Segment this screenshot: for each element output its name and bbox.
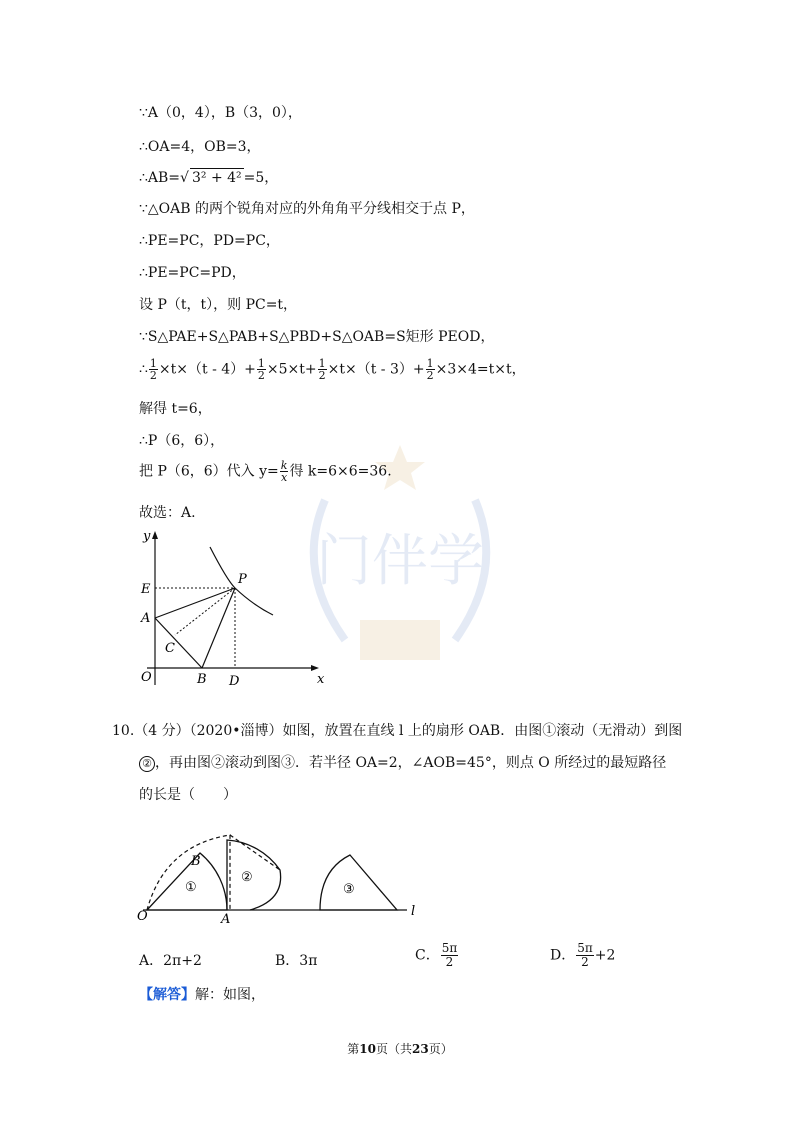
label-l: l xyxy=(411,904,416,919)
fraction-denominator: 2 xyxy=(318,369,326,382)
footer-page-number: 10 xyxy=(359,1042,376,1056)
equation-part-1: ×t×（t - 4）+ xyxy=(158,361,256,378)
fraction-numerator: k xyxy=(280,459,288,472)
option-c[interactable] xyxy=(415,942,459,969)
footer-mid: 页（共 xyxy=(375,1042,412,1056)
watermark-text: 门伴学 xyxy=(316,529,484,594)
segment-ap xyxy=(155,588,235,618)
fraction-denominator: 2 xyxy=(445,955,454,969)
answer-line xyxy=(139,986,265,1004)
label-d: D xyxy=(229,674,240,689)
fraction-denominator: 2 xyxy=(426,369,434,382)
label-x: x xyxy=(317,672,325,687)
label-b2: B xyxy=(191,854,201,869)
footer-prefix: 第 xyxy=(347,1042,360,1056)
solution-line-3-end: =5， xyxy=(243,170,279,186)
label-y: y xyxy=(143,529,151,544)
x-axis-arrow xyxy=(311,665,319,671)
option-b-value: 3π xyxy=(299,953,318,969)
solution-line-5: ∴PE=PC，PD=PC， xyxy=(139,233,280,249)
fraction-numerator: 1 xyxy=(426,357,434,370)
circled-2: ② xyxy=(139,756,155,772)
solution-line-3 xyxy=(139,168,278,187)
solution-line-4: ∵△OAB 的两个锐角对应的外角角平分线相交于点 P， xyxy=(139,201,475,217)
path-of-o xyxy=(147,835,230,910)
fraction-numerator: 1 xyxy=(257,357,265,370)
solution-line-7: 设 P（t，t），则 PC=t， xyxy=(139,297,298,313)
label-a2: A xyxy=(221,912,231,925)
solution-line-13: 故选：A. xyxy=(139,505,196,521)
equation-part-2: ×5×t+ xyxy=(266,361,317,378)
fraction-denominator: 2 xyxy=(581,955,589,969)
solution-line-10: 解得 t=6， xyxy=(139,401,212,417)
solution-line-1: ∵A（0，4），B（3，0）， xyxy=(139,105,302,121)
fraction-numerator: 1 xyxy=(318,357,326,370)
question-10-line-2 xyxy=(139,754,666,772)
option-b[interactable] xyxy=(275,950,317,970)
option-d[interactable] xyxy=(550,942,615,969)
segment-ab xyxy=(155,618,202,668)
solution-line-2: ∴OA=4，OB=3， xyxy=(139,139,261,155)
fraction-k-over-x xyxy=(280,460,289,483)
figure-rolling-sector xyxy=(135,825,425,925)
label-e: E xyxy=(141,582,151,597)
fraction-numerator: 1 xyxy=(149,357,157,370)
footer-total-pages: 23 xyxy=(412,1042,429,1056)
sector-2 xyxy=(227,840,281,910)
answer-tag: 【解答】 xyxy=(139,987,195,1003)
option-d-suffix: +2 xyxy=(594,947,616,964)
option-c-fraction xyxy=(441,942,459,969)
sqrt-content: 3² + 4² xyxy=(191,170,242,186)
option-a-value: 2π+2 xyxy=(163,953,202,969)
fraction-numerator: 5π xyxy=(441,941,458,955)
fraction-denominator: x xyxy=(281,471,288,484)
label-b: B xyxy=(197,672,207,687)
dashed-segment xyxy=(230,835,280,870)
label-circle-1: ① xyxy=(185,880,197,895)
fraction-denominator: 2 xyxy=(257,369,265,382)
sector-3 xyxy=(320,855,397,910)
solution-line-3-start: ∴AB= xyxy=(139,170,181,186)
figure-coordinate-diagram xyxy=(135,525,335,690)
option-d-fraction xyxy=(576,942,594,969)
answer-text: 解：如图， xyxy=(195,987,265,1003)
fraction-denominator: 2 xyxy=(149,369,157,382)
footer-suffix: 页） xyxy=(428,1042,453,1056)
label-p: P xyxy=(238,572,247,587)
label-c: C xyxy=(165,641,175,656)
label-circle-3: ③ xyxy=(343,882,355,897)
sqrt-sign: √ xyxy=(180,170,189,186)
label-o: O xyxy=(141,670,152,685)
solution-line-11: ∴P（6，6）， xyxy=(139,433,225,449)
fraction-numerator: 5π xyxy=(577,941,593,955)
equation-part-3: ×t×（t - 3）+ xyxy=(327,361,425,378)
result-text: 得 k=6×6=36. xyxy=(289,463,392,480)
equation-part-4: ×3×4=t×t， xyxy=(435,361,526,378)
page-footer xyxy=(0,1040,800,1057)
y-axis-arrow xyxy=(152,531,158,539)
label-a: A xyxy=(141,611,151,626)
option-c-label: C． xyxy=(415,947,440,964)
question-10-line-2-text: ，再由图②滚动到图③．若半径 OA=2，∠AOB=45°，则点 O 所经过的最短路径 xyxy=(155,755,667,771)
option-a[interactable] xyxy=(139,950,202,970)
segment-bp xyxy=(202,588,235,668)
dotted-line-pc xyxy=(175,588,235,635)
fraction-half-1 xyxy=(149,358,158,381)
option-b-label: B． xyxy=(275,953,300,969)
option-a-label: A． xyxy=(139,953,164,969)
option-d-label: D． xyxy=(550,947,576,964)
solution-line-8: ∵S△PAE+S△PAB+S△PBD+S△OAB=S矩形 PEOD， xyxy=(139,329,495,345)
fraction-half-3 xyxy=(318,358,327,381)
question-10-line-1: 10.（4 分）（2020•淄博）如图，放置在直线 l 上的扇形 OAB．由图①滚动（无滑动）到图 xyxy=(112,723,683,739)
label-circle-2: ② xyxy=(241,870,253,885)
label-o2: O xyxy=(137,909,148,924)
therefore-sign: ∴ xyxy=(139,361,148,378)
fraction-half-2 xyxy=(257,358,266,381)
solution-line-12 xyxy=(139,460,392,483)
solution-line-6: ∴PE=PC=PD， xyxy=(139,265,246,281)
substitute-text: 把 P（6，6）代入 y= xyxy=(139,463,279,480)
fraction-half-4 xyxy=(426,358,435,381)
question-10-line-3: 的长是（ ） xyxy=(139,787,237,803)
solution-line-9 xyxy=(139,358,526,381)
